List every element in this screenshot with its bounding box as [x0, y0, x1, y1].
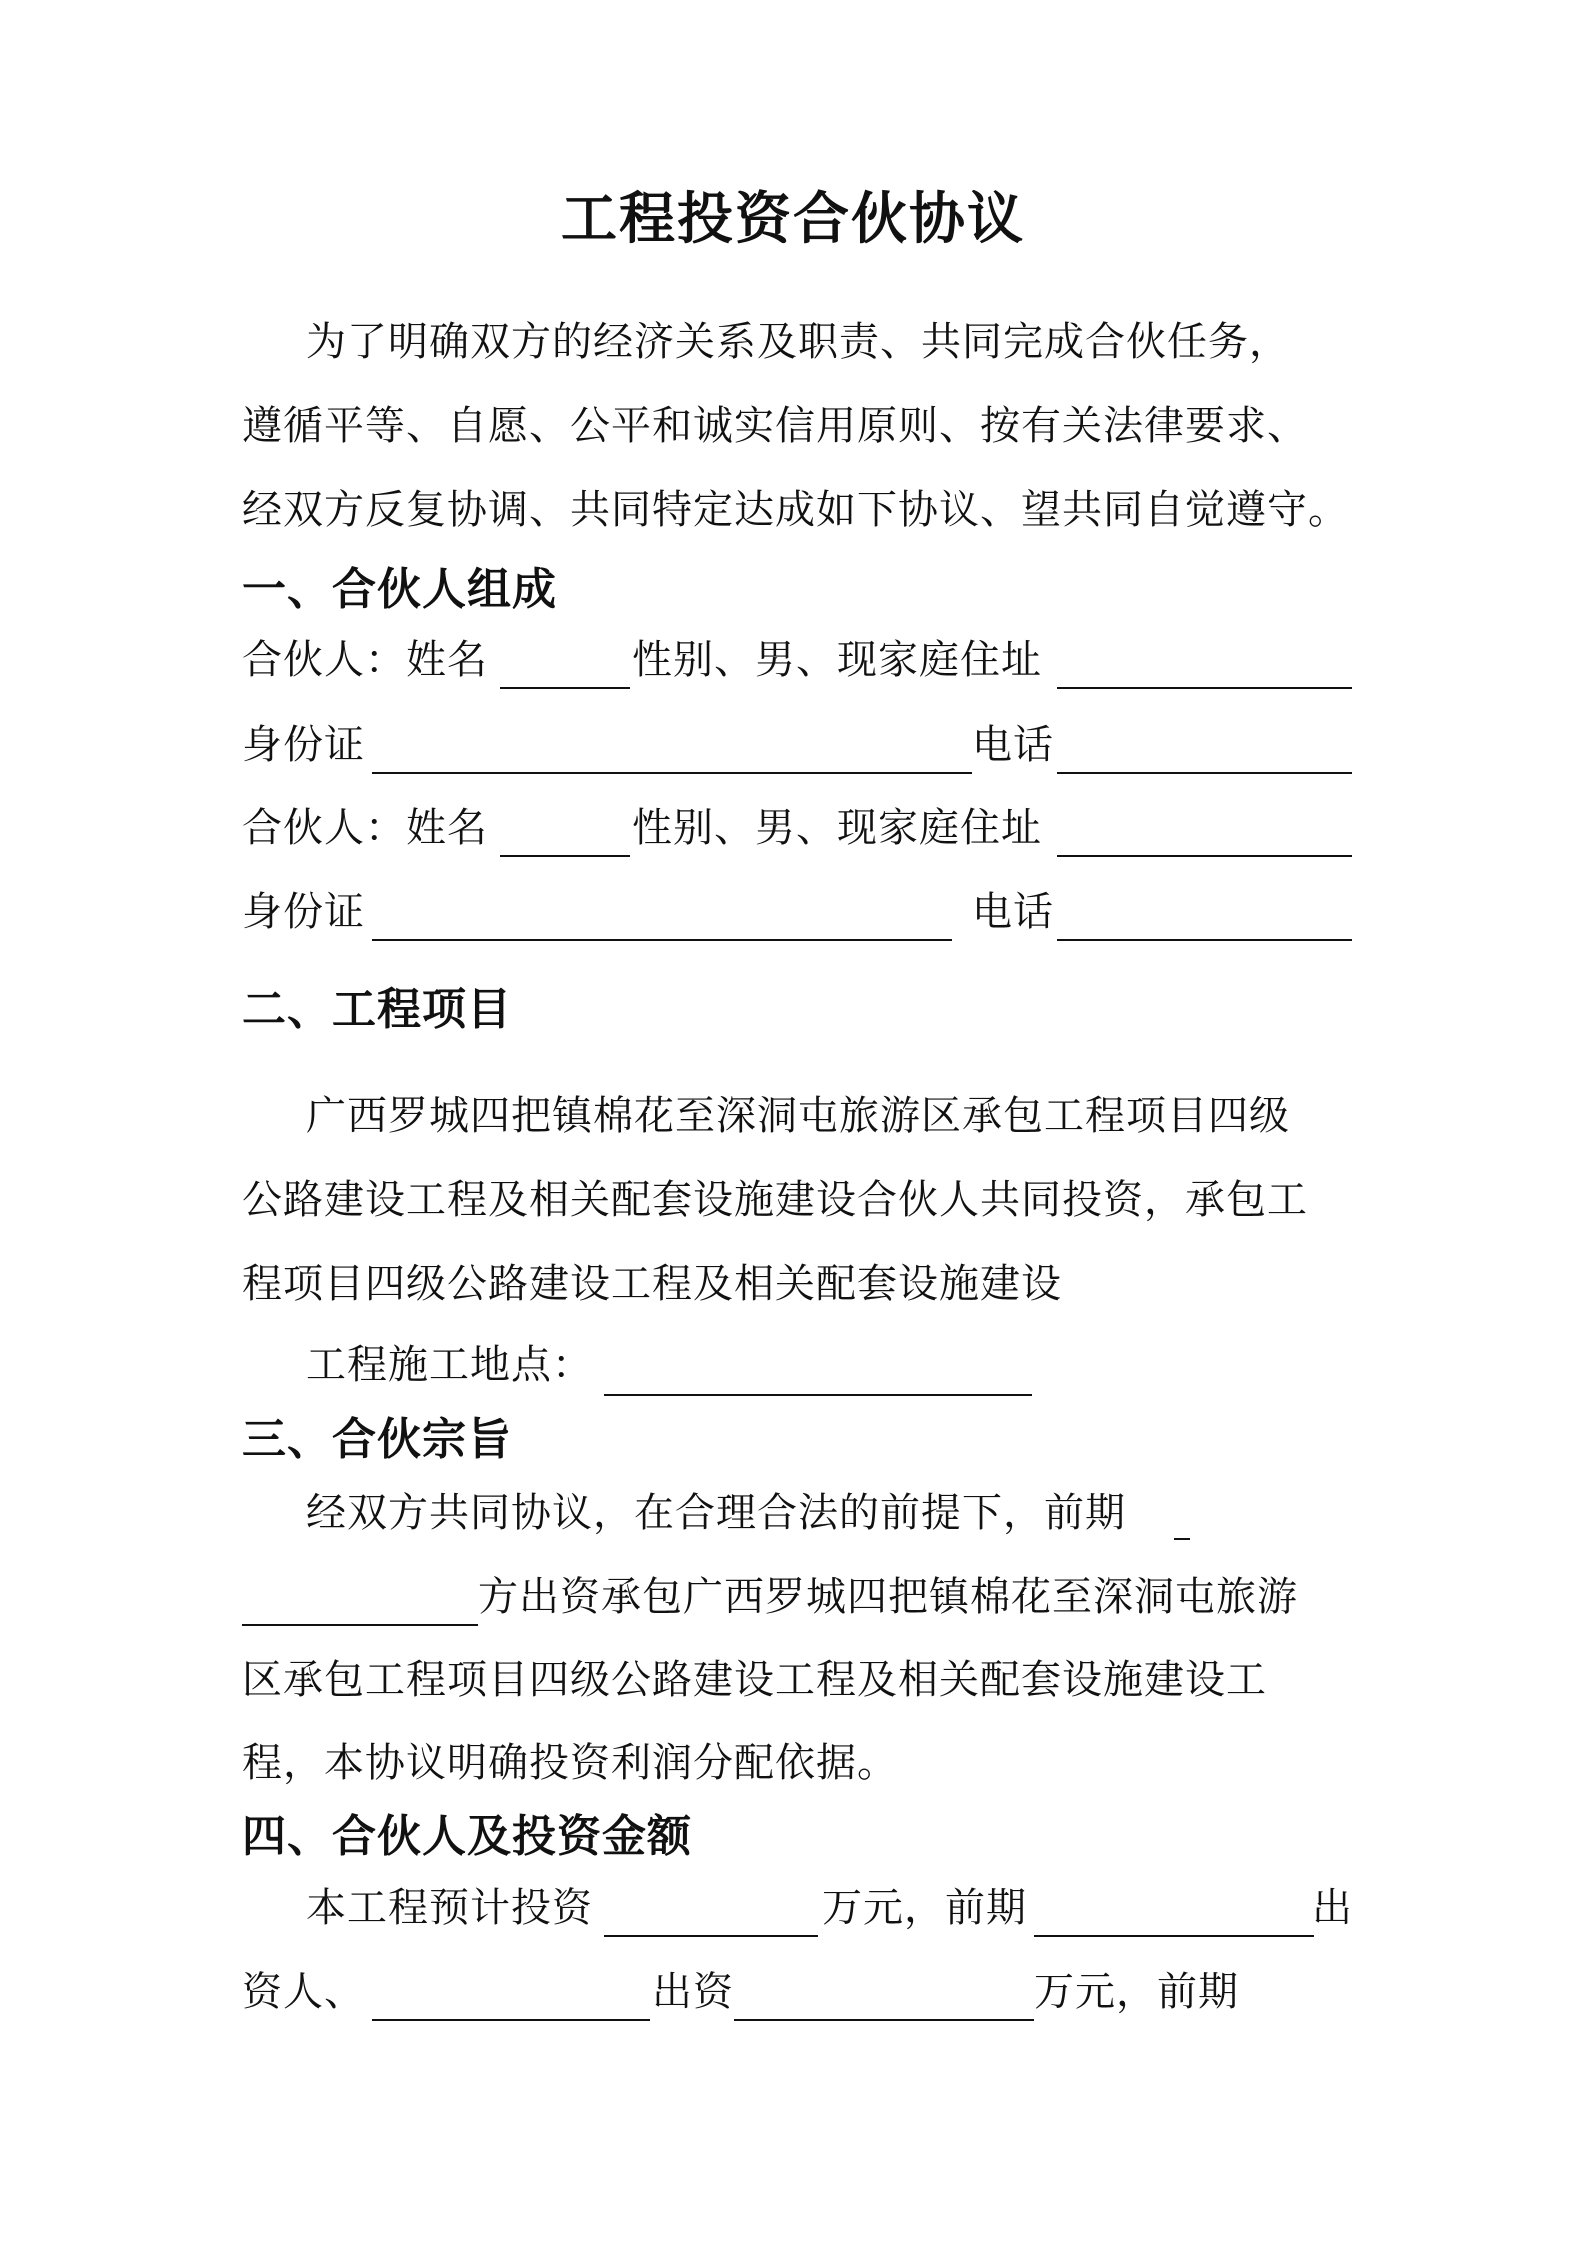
- investor-text-a: 资人、: [242, 1969, 365, 2015]
- partner-name-label: 合伙人：姓名: [242, 805, 488, 851]
- gender-address-label: 性别、男、现家庭住址: [632, 805, 1042, 851]
- intro-paragraph: [242, 300, 1352, 552]
- partner-name-label: 合伙人：姓名: [242, 637, 488, 683]
- project-paragraph: [242, 1074, 1352, 1326]
- purpose-text-2: 方出资承包广西罗城四把镇棉花至深洞屯旅游: [478, 1574, 1298, 1620]
- partner-row-2: [242, 793, 1352, 863]
- purpose-text-4: 程，本协议明确投资利润分配依据。: [242, 1740, 898, 1786]
- intro-line-2: 遵循平等、自愿、公平和诚实信用原则、按有关法律要求、: [242, 403, 1308, 449]
- investor-text-c: 万元，前期: [1034, 1969, 1239, 2015]
- purpose-text-3: 区承包工程项目四级公路建设工程及相关配套设施建设工: [242, 1657, 1267, 1703]
- section2-heading: 二、工程项目: [242, 984, 512, 1035]
- id-label: 身份证: [242, 722, 365, 768]
- partner-name-blank[interactable]: [500, 855, 630, 857]
- partner-row-1: [242, 625, 1352, 695]
- investment-text-c: 出: [1312, 1885, 1353, 1931]
- gender-address-label: 性别、男、现家庭住址: [632, 637, 1042, 683]
- project-line-1: 广西罗城四把镇棉花至深洞屯旅游区承包工程项目四级: [306, 1093, 1290, 1139]
- section4-heading: 四、合伙人及投资金额: [242, 1811, 692, 1862]
- project-line-2: 公路建设工程及相关配套设施建设合伙人共同投资，承包工: [242, 1177, 1308, 1223]
- purpose-text-1: 经双方共同协议，在合理合法的前提下，前期: [306, 1490, 1126, 1536]
- investor-amount-blank[interactable]: [734, 2019, 1034, 2021]
- purpose-line-1: [242, 1478, 1352, 1548]
- purpose-line-4: [242, 1728, 1352, 1798]
- section3-heading: 三、合伙宗旨: [242, 1414, 512, 1465]
- project-line-3: 程项目四级公路建设工程及相关配套设施建设: [242, 1261, 1062, 1307]
- purpose-line-2: [242, 1562, 1352, 1632]
- id-number-blank[interactable]: [372, 939, 952, 941]
- total-investment-blank[interactable]: [604, 1935, 818, 1937]
- id-row-1: [242, 710, 1352, 780]
- id-label: 身份证: [242, 889, 365, 935]
- partner-name-blank[interactable]: [500, 687, 630, 689]
- id-number-blank[interactable]: [372, 772, 972, 774]
- investor-text-b: 出资: [652, 1969, 734, 2015]
- site-blank[interactable]: [604, 1394, 1032, 1396]
- investment-line-2: [242, 1957, 1352, 2027]
- address-blank[interactable]: [1057, 855, 1352, 857]
- early-party-blank-b[interactable]: [242, 1624, 478, 1626]
- investment-text-a: 本工程预计投资: [306, 1885, 593, 1931]
- phone-blank[interactable]: [1057, 939, 1352, 941]
- site-label: 工程施工地点：: [306, 1342, 593, 1388]
- investor-name-blank[interactable]: [372, 2019, 650, 2021]
- document-title: 工程投资合伙协议: [561, 187, 1025, 252]
- section1-heading: 一、合伙人组成: [242, 564, 557, 615]
- early-party-blank-a[interactable]: [1174, 1538, 1190, 1540]
- intro-line-1: 为了明确双方的经济关系及职责、共同完成合伙任务，: [306, 319, 1290, 365]
- intro-line-3: 经双方反复协调、共同特定达成如下协议、望共同自觉遵守。: [242, 487, 1349, 533]
- phone-blank[interactable]: [1057, 772, 1352, 774]
- phone-label: 电话: [972, 722, 1054, 768]
- early-investor-blank[interactable]: [1034, 1935, 1314, 1937]
- investment-text-b: 万元，前期: [822, 1885, 1027, 1931]
- address-blank[interactable]: [1057, 687, 1352, 689]
- investment-line-1: [242, 1873, 1352, 1943]
- id-row-2: [242, 877, 1352, 947]
- site-row: [242, 1330, 1352, 1400]
- phone-label: 电话: [972, 889, 1054, 935]
- purpose-line-3: [242, 1645, 1352, 1715]
